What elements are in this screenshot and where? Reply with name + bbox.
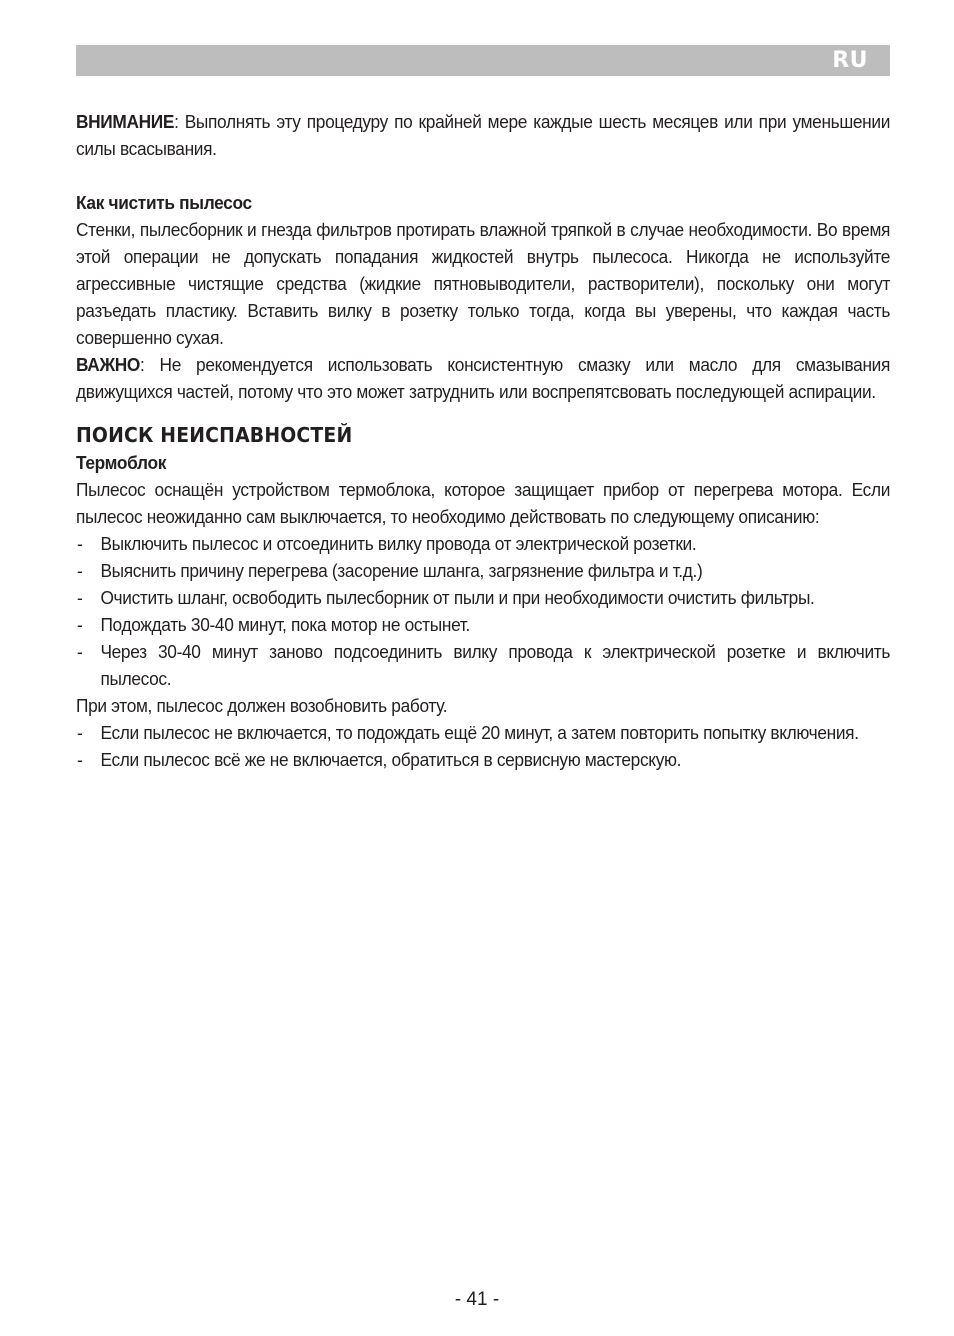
page-number: - 41 -: [454, 1289, 500, 1310]
dash-marker: -: [76, 587, 83, 608]
important-text: : Не рекомендуется использовать консистентную смазку или масло для смазывания движущихся частей, потому что это может затруднить или воспрепятсвовать последующей аспирации.: [76, 354, 891, 402]
list-item: [76, 611, 890, 638]
dash-marker: -: [76, 533, 83, 554]
list-item: [76, 557, 890, 584]
important-label: ВАЖНО: [76, 354, 141, 375]
list-item-text: Очистить шланг, освободить пылесборник от пыли и при необходимости очистить фильтры.: [100, 587, 815, 608]
dash-marker: -: [76, 749, 83, 770]
spacer: [76, 405, 890, 421]
dash-marker: -: [76, 722, 83, 743]
thermoblock-intro: Пылесос оснащён устройством термоблока, которое защищает прибор от перегрева мотора. Если пылесос неожиданно сам выключается, то необходимо действовать по следующему описанию:: [76, 479, 891, 527]
page-content: [76, 108, 890, 773]
attention-paragraph: [76, 108, 890, 162]
language-label: RU: [832, 48, 868, 73]
dash-marker: -: [76, 614, 83, 635]
list-item: [76, 638, 890, 692]
list-item-text: Если пылесос не включается, то подождать ещё 20 минут, а затем повторить попытку включения.: [100, 722, 859, 743]
attention-label: ВНИМАНИЕ: [76, 111, 175, 132]
list-item: [76, 746, 890, 773]
list-item-text: Через 30-40 минут заново подсоединить вилку провода к электрической розетке и включить пылесос.: [100, 641, 891, 689]
list-item: [76, 719, 890, 746]
cleaning-title: Как чистить пылесос: [76, 192, 252, 213]
section-title: ПОИСК НЕИСПАВНОСТЕЙ: [76, 423, 353, 447]
dash-marker: -: [76, 641, 83, 662]
list-item-text: Если пылесос всё же не включается, обратиться в сервисную мастерскую.: [100, 749, 682, 770]
list-item-text: Выключить пылесос и отсоединить вилку провода от электрической розетки.: [100, 533, 697, 554]
list-item-text: Подождать 30-40 минут, пока мотор не остынет.: [100, 614, 470, 635]
list-item-text: Выяснить причину перегрева (засорение шланга, загрязнение фильтра и т.д.): [100, 560, 703, 581]
cleaning-text: Стенки, пылесборник и гнезда фильтров протирать влажной тряпкой в случае необходимости. Во время этой операции не допускать попадания жидкостей внутрь пылесоса. Никогда не используйте агрессивные чистящие средства (жидкие пятновыводители, растворители), поскольку они могут разъедать пластику. Вставить вилку в розетку только тогда, когда вы уверены, что каждая часть совершенно сухая.: [76, 219, 891, 348]
extra-steps-list: [76, 719, 890, 773]
list-item: [76, 584, 890, 611]
dash-marker: -: [76, 560, 83, 581]
header-bar: [76, 45, 890, 76]
thermoblock-title: Термоблок: [76, 452, 167, 473]
after-text: При этом, пылесос должен возобновить работу.: [76, 695, 448, 716]
list-item: [76, 530, 890, 557]
steps-list: [76, 530, 890, 692]
important-paragraph: [76, 351, 890, 405]
attention-text: : Выполнять эту процедуру по крайней мере каждые шесть месяцев или при уменьшении силы всасывания.: [76, 111, 891, 159]
spacer: [76, 162, 890, 189]
